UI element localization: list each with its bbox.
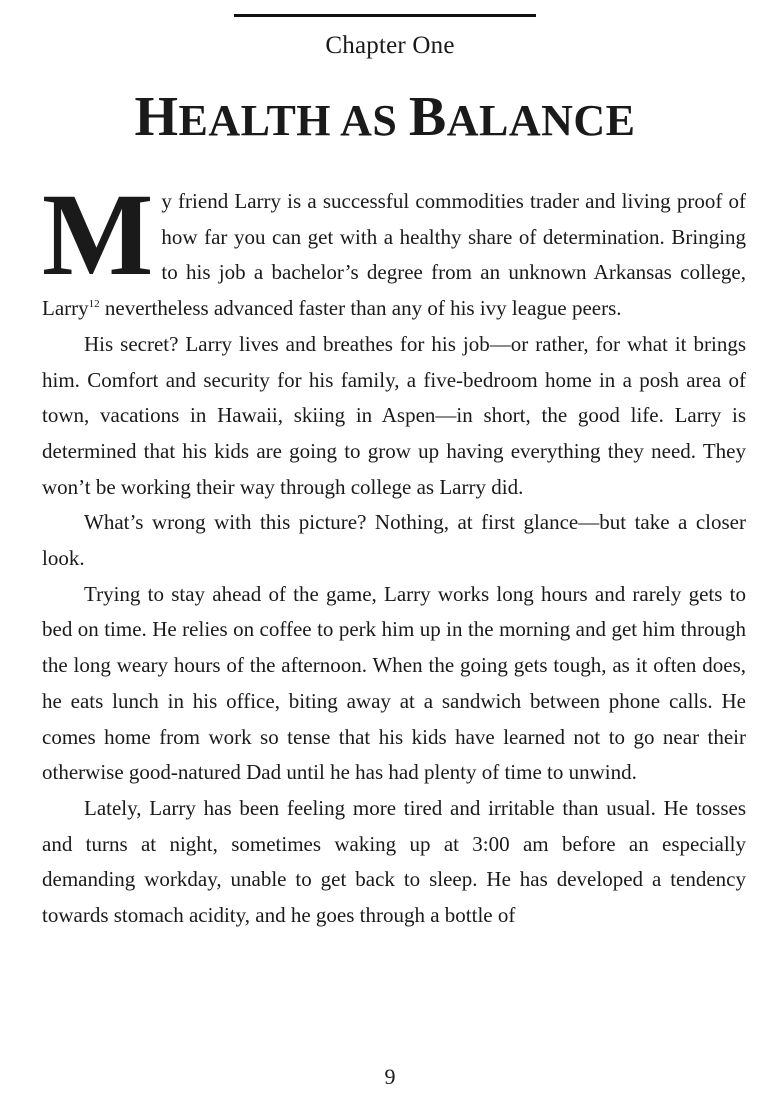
paragraph-text: nevertheless advanced faster than any of his ivy league peers. — [99, 296, 622, 321]
chapter-title-part: ALANCE — [446, 96, 636, 145]
body-text — [42, 169, 746, 934]
chapter-title-part: B — [408, 86, 447, 148]
paragraph — [42, 169, 746, 327]
paragraph: Trying to stay ahead of the game, Larry works long hours and rarely gets to bed on time. He relies on coffee to perk him up in the morning and get him through the long weary hours of the afternoon. When the going gets tough, as it often does, he eats lunch in his office, biting away at a sandwich between phone calls. He comes home from work so tense that his kids have learned not to go near their otherwise good-natured Dad until he has had plenty of time to unwind. — [42, 581, 746, 785]
paragraph: What’s wrong with this picture? Nothing, at first glance—but take a closer look. — [42, 510, 746, 571]
chapter-title-part: H — [134, 86, 179, 148]
chapter-label: Chapter One — [325, 32, 455, 59]
paragraph-text: y friend Larry is a successful commodities trader and living proof of how far you can get with a healthy share of determination. Bringing to his job a bachelor’s degree from an unknown Arkansas college, Larry — [42, 189, 746, 321]
footnote-reference: 12 — [88, 298, 100, 311]
paragraph: Lately, Larry has been feeling more tired and irritable than usual. He tosses and turns at night, sometimes waking up at 3:00 am before an especially demanding workday, unable to get back to sleep. He has developed a tendency towards stomach acidity, and he goes through a bottle of — [42, 795, 746, 928]
chapter-title — [0, 82, 770, 156]
page-number: 9 — [384, 1064, 396, 1089]
paragraph: His secret? Larry lives and breathes for his job—or rather, for what it brings him. Comfort and security for his family, a five-bedroom home in a posh area of town, vacations in Hawaii, skiing in Aspen—in short, the good life. Larry is determined that his kids are going to grow up having everything they need. They won’t be working their way through college as Larry did. — [42, 331, 746, 499]
chapter-title-part: EALTH AS — [178, 96, 409, 145]
drop-cap: M — [42, 169, 152, 300]
top-rule — [234, 14, 536, 17]
